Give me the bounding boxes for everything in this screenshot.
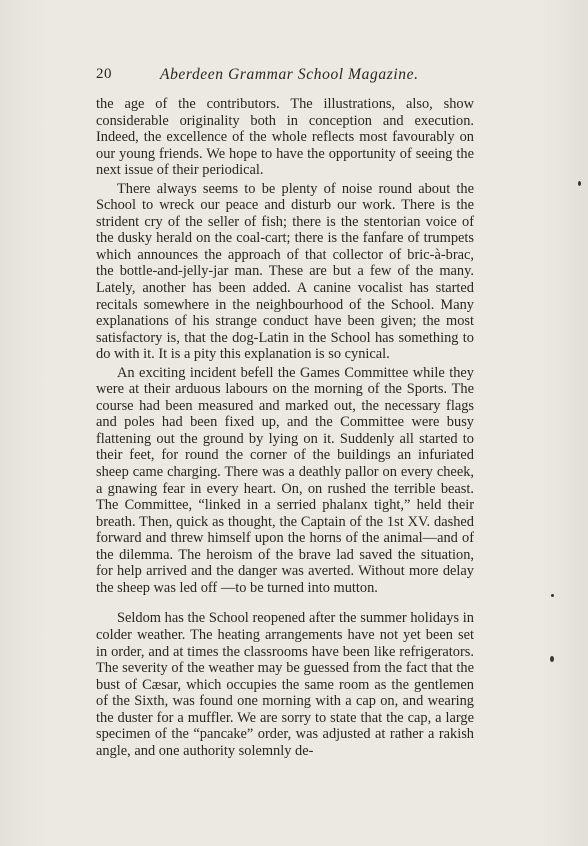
page-header [96, 66, 476, 88]
paragraph-contributors: the age of the contributors. The illustrations, also, show considerable originality both in conception and execution. Indeed, the excellence of the whole reflects most favourably on our young friends. We hope to have the opportunity of seeing the next issue of their periodical. [96, 96, 474, 179]
paragraph-games-committee: An exciting incident befell the Games Committee while they were at their arduous labours on the morning of the Sports. The course had been measured and marked out, the necessary flags and poles had been fixed up, and the Committee were busy flattening out the ground by lying on it. Suddenly all started to their feet, for round the corner of the buildings an infuriated sheep came charging. There was a deathly pallor on every cheek, a gnawing fear in every heart. On, on rushed the terrible beast. The Committee, “linked in a serried phalanx tight,” held their breath. Then, quick as thought, the Captain of the 1st XV. dashed forward and threw himself upon the horns of the animal—and of the dilemma. The heroism of the brave lad saved the situation, for help arrived and the danger was averted. Without more delay the sheep was led off —to be turned into mutton. [96, 364, 474, 596]
margin-speck [551, 594, 554, 597]
paragraph-noise: There always seems to be plenty of noise round about the School to wreck our peace and disturb our work. There is the strident cry of the seller of fish; there is the stentorian voice of the dusky herald on the coal-cart; there is the fanfare of trumpets which announces the approach of that collector of bric-à-brac, the bottle-and-jelly-jar man. These are but a few of the many. Lately, another has been added. A canine vocalist has started recitals somewhere in the neighbourhood of the School. Many explanations of his strange conduct have been given; the most satisfactory is, that the dog-Latin in the School has something to do with it. It is a pity this explanation is so cynical. [96, 180, 474, 363]
running-title: Aberdeen Grammar School Magazine. [160, 66, 419, 83]
page-number: 20 [96, 66, 112, 82]
margin-speck [578, 181, 581, 186]
margin-speck [550, 656, 554, 662]
article-body [96, 96, 474, 759]
paragraph-cold-weather: Seldom has the School reopened after the summer holidays in colder weather. The heating arrangements have not yet been set in order, and at times the classrooms have been like refrigerators. The severity of the weather may be guessed from the fact that the bust of Cæsar, which occupies the same room as the gentlemen of the Sixth, was found one morning with a cap on, and wearing the duster for a muffler. We are sorry to state that the cap, a large specimen of the “pancake” order, was adjusted at rather a rakish angle, and one authority solemnly de- [96, 610, 474, 759]
